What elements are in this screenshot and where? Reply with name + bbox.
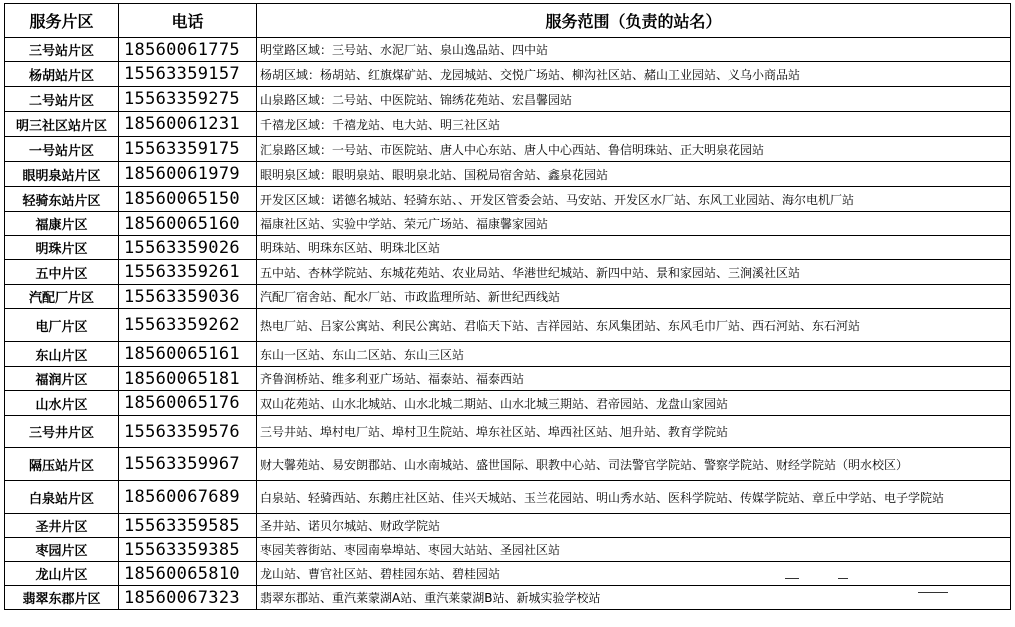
table-row [5,367,1011,391]
zone-cell: 圣井片区 [5,514,119,538]
phone-cell: 18560061231 [119,112,257,137]
scope-cell [257,309,1011,342]
scope-text: 五中站、杏林学院站、东城花苑站、农业局站、华港世纪城站、新四中站、景和家园站、三涧溪社区站 [260,265,801,280]
scope-text: 福康社区站、实验中学站、荣元广场站、福康馨家园站 [260,217,549,231]
table-row [5,416,1011,448]
phone-cell: 18560067323 [119,586,257,610]
zone-cell: 一号站片区 [5,137,119,162]
table-row [5,481,1011,514]
zone-cell: 山水片区 [5,391,119,416]
zone-cell: 枣园片区 [5,538,119,562]
phone-cell: 15563359585 [119,514,257,538]
zone-cell: 隔压站片区 [5,448,119,481]
zone-cell: 二号站片区 [5,87,119,112]
table-row [5,309,1011,342]
scope-cell [257,162,1011,187]
scope-text: 东山一区站、东山二区站、东山三区站 [260,347,465,362]
scope-cell [257,137,1011,162]
scope-text: 热电厂站、吕家公寓站、利民公寓站、君临天下站、吉祥园站、东风集团站、东风毛巾厂站、西石河站、东石河站 [260,318,861,333]
phone-cell: 15563359026 [119,236,257,260]
phone-cell: 18560065160 [119,212,257,236]
scope-text: 千禧龙区域：千禧龙站、电大站、明三社区站 [260,117,501,132]
phone-cell: 15563359275 [119,87,257,112]
phone-cell: 18560065181 [119,367,257,391]
scope-text: 三号井站、埠村电厂站、埠村卫生院站、埠东社区站、埠西社区站、旭升站、教育学院站 [260,425,729,439]
table-row [5,285,1011,309]
zone-cell: 翡翠东郡片区 [5,586,119,610]
table-row [5,391,1011,416]
scope-cell [257,586,1011,610]
zone-cell: 明三社区站片区 [5,112,119,137]
scope-cell [257,391,1011,416]
header-zone: 服务片区 [5,4,119,38]
table-row [5,236,1011,260]
decorative-line [785,578,799,579]
zone-cell: 汽配厂片区 [5,285,119,309]
table-row [5,260,1011,285]
scope-text: 眼明泉区域：眼明泉站、眼明泉北站、国税局宿舍站、鑫泉花园站 [260,167,609,182]
table-row [5,162,1011,187]
scope-cell [257,367,1011,391]
phone-cell: 18560065176 [119,391,257,416]
phone-cell: 15563359261 [119,260,257,285]
scope-cell [257,236,1011,260]
scope-text: 杨胡区域：杨胡站、红旗煤矿站、龙园城站、交悦广场站、柳沟社区站、赭山工业园站、义乌小商品站 [260,67,801,82]
scope-cell [257,416,1011,448]
scope-cell [257,87,1011,112]
scope-cell [257,342,1011,367]
scope-cell [257,38,1011,62]
table-row [5,38,1011,62]
phone-cell: 18560065150 [119,187,257,212]
table-row [5,112,1011,137]
scope-text: 明珠站、明珠东区站、明珠北区站 [260,241,441,255]
scope-cell [257,62,1011,87]
phone-cell: 18560061979 [119,162,257,187]
scope-text: 齐鲁润桥站、维多利亚广场站、福泰站、福泰西站 [260,372,525,386]
scope-cell [257,112,1011,137]
header-scope: 服务范围（负责的站名） [257,4,1011,38]
phone-cell: 15563359576 [119,416,257,448]
zone-cell: 轻骑东站片区 [5,187,119,212]
zone-cell: 眼明泉站片区 [5,162,119,187]
zone-cell: 明珠片区 [5,236,119,260]
zone-cell: 电厂片区 [5,309,119,342]
scope-text: 开发区区域：诺德名城站、轻骑东站、、开发区管委会站、马安站、开发区水厂站、东风工业园站、海尔电机厂站 [260,192,855,207]
zone-cell: 东山片区 [5,342,119,367]
zone-cell: 白泉站片区 [5,481,119,514]
phone-cell: 15563359385 [119,538,257,562]
scope-text: 山泉路区域：二号站、中医院站、锦绣花苑站、宏昌馨园站 [260,92,573,107]
zone-cell: 福润片区 [5,367,119,391]
zone-cell: 三号站片区 [5,38,119,62]
scope-cell [257,260,1011,285]
table-row [5,212,1011,236]
zone-cell: 杨胡站片区 [5,62,119,87]
phone-cell: 15563359157 [119,62,257,87]
header-row [5,4,1011,38]
scope-cell [257,187,1011,212]
service-area-table [4,3,1011,610]
phone-cell: 18560061775 [119,38,257,62]
scope-cell [257,514,1011,538]
zone-cell: 龙山片区 [5,562,119,586]
phone-cell: 15563359036 [119,285,257,309]
scope-cell [257,448,1011,481]
table-row [5,514,1011,538]
phone-cell: 18560067689 [119,481,257,514]
table-row [5,448,1011,481]
scope-cell [257,562,1011,586]
table-row [5,187,1011,212]
table-row [5,562,1011,586]
table-row [5,538,1011,562]
scope-text: 枣园芙蓉街站、枣园南皋埠站、枣园大站站、圣园社区站 [260,543,561,557]
scope-text: 明堂路区域：三号站、水泥厂站、泉山逸品站、四中站 [260,43,549,57]
table-row [5,137,1011,162]
phone-cell: 18560065161 [119,342,257,367]
decorative-line [838,578,848,579]
phone-cell: 18560065810 [119,562,257,586]
table-row [5,87,1011,112]
scope-text: 双山花苑站、山水北城站、山水北城二期站、山水北城三期站、君帝园站、龙盘山家园站 [260,396,729,411]
scope-text: 汽配厂宿舍站、配水厂站、市政监理所站、新世纪西线站 [260,290,561,304]
scope-cell [257,212,1011,236]
scope-text: 翡翠东郡站、重汽莱蒙湖A站、重汽莱蒙湖B站、新城实验学校站 [260,591,601,605]
decorative-line [918,592,948,593]
phone-cell: 15563359175 [119,137,257,162]
table-row [5,62,1011,87]
scope-text: 白泉站、轻骑西站、东鹅庄社区站、佳兴天城站、玉兰花园站、明山秀水站、医科学院站、传媒学院站、章丘中学站、电子学院站 [260,490,945,505]
zone-cell: 三号井片区 [5,416,119,448]
scope-cell [257,481,1011,514]
phone-cell: 15563359262 [119,309,257,342]
zone-cell: 五中片区 [5,260,119,285]
scope-text: 财大馨苑站、易安朗郡站、山水南城站、盛世国际、职教中心站、司法警官学院站、警察学院站、财经学院站（明水校区） [260,457,909,472]
scope-text: 龙山站、曹官社区站、碧桂园东站、碧桂园站 [260,567,501,581]
header-phone: 电话 [119,4,257,38]
scope-cell [257,538,1011,562]
phone-cell: 15563359967 [119,448,257,481]
table-row [5,586,1011,610]
table-row [5,342,1011,367]
scope-text: 汇泉路区域：一号站、市医院站、唐人中心东站、唐人中心西站、鲁信明珠站、正大明泉花园站 [260,142,765,157]
scope-text: 圣井站、诺贝尔城站、财政学院站 [260,519,441,533]
zone-cell: 福康片区 [5,212,119,236]
scope-cell [257,285,1011,309]
